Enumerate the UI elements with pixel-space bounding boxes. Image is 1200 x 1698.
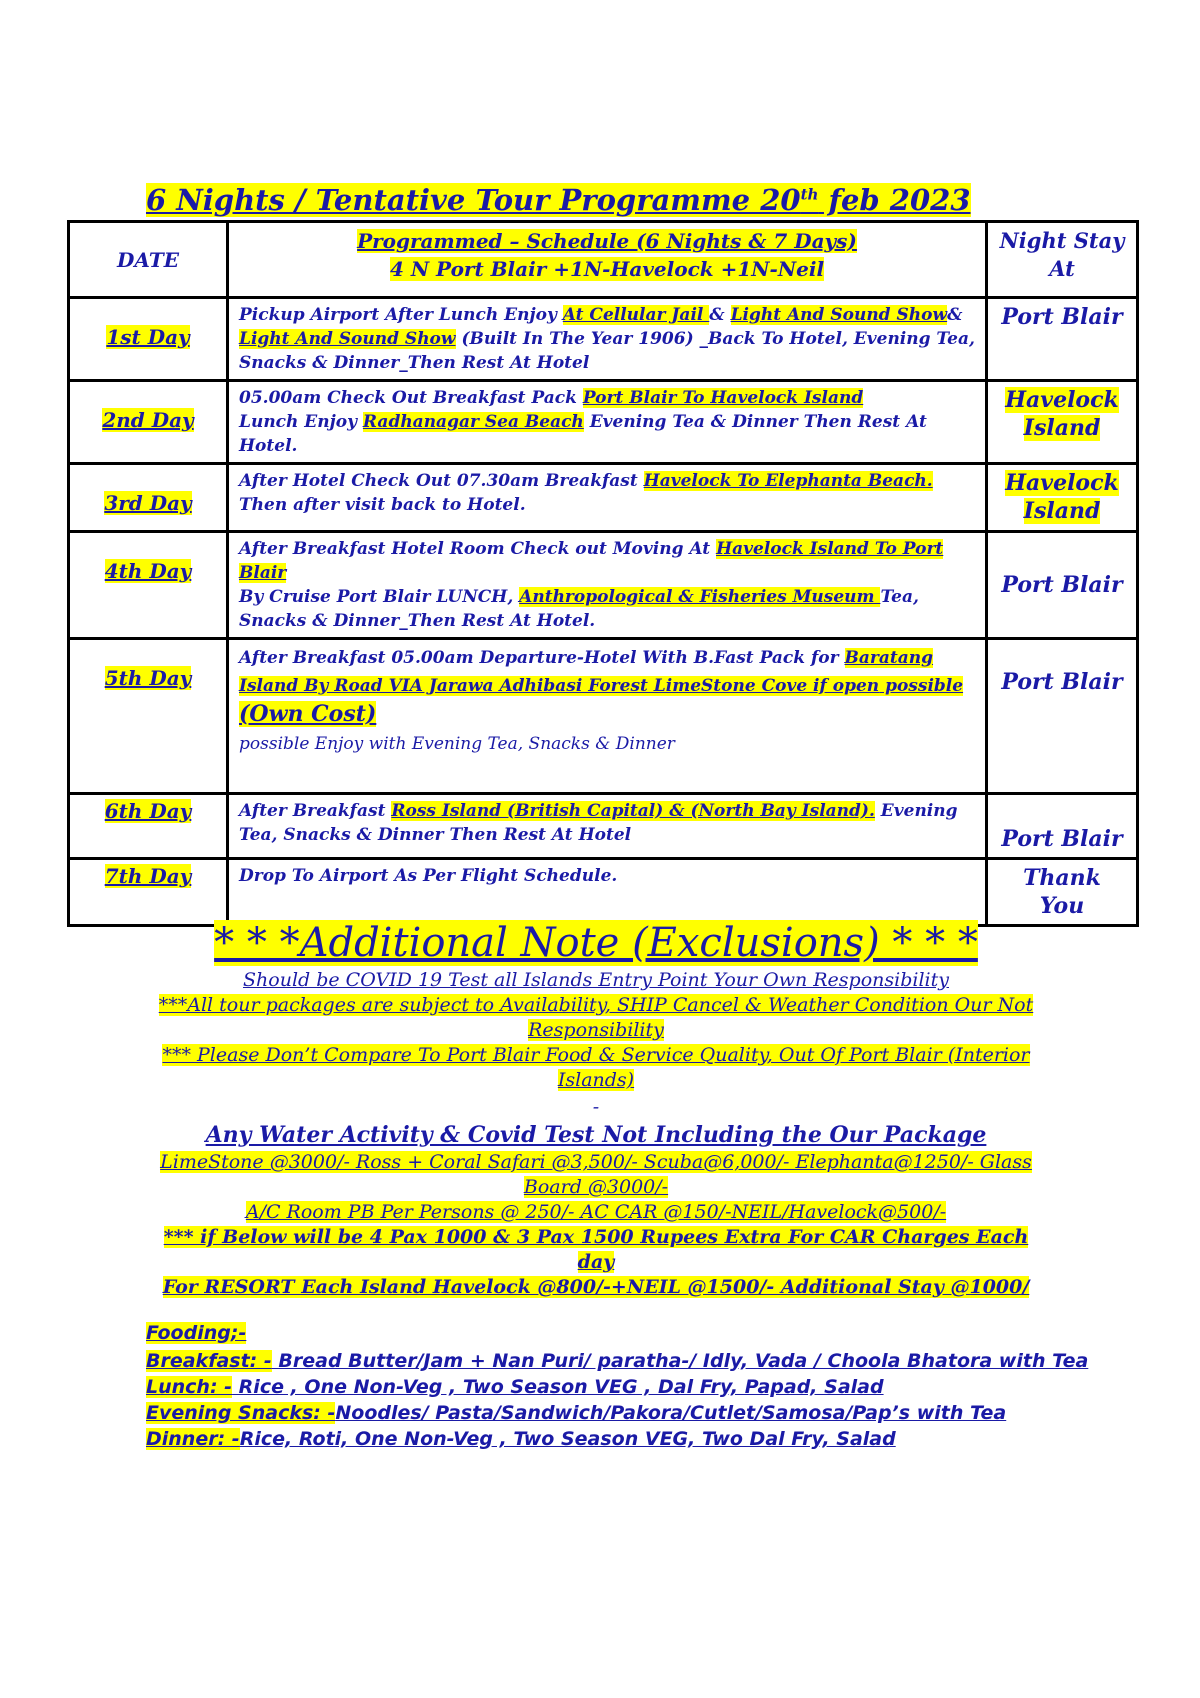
exclusions-heading: * * *Additional Note (Exclusions) * * * xyxy=(214,920,978,966)
table-header-row xyxy=(69,222,1138,298)
programme-cell: After Breakfast Ross Island (British Capital) & (North Bay Island). Evening Tea, Snacks & Dinner Then Rest At Hotel xyxy=(228,794,987,859)
stay-cell: Havelock Island xyxy=(987,464,1138,532)
water-line: LimeStone @3000/- Ross + Coral Safari @3,500/- Scuba@6,000/- Elephanta@1250/- Glass Board @3000/- xyxy=(160,1151,1032,1198)
header-night-stay: Night Stay At xyxy=(987,222,1138,298)
table-row xyxy=(69,532,1138,639)
stay-cell: Port Blair xyxy=(987,639,1138,794)
water-activity-heading: Any Water Activity & Covid Test Not Including the Our Package xyxy=(205,1122,987,1148)
day-cell: 3rd Day xyxy=(69,464,228,532)
food-dinner: Dinner: -Rice, Roti, One Non-Veg , Two Season VEG, Two Dal Fry, Salad xyxy=(146,1428,896,1450)
tour-schedule-table xyxy=(67,220,1139,927)
exclusions-section xyxy=(146,920,1046,1300)
title-text: 6 Nights / Tentative Tour Programme 20 xyxy=(146,183,801,217)
food-evening-snacks: Evening Snacks: -Noodles/ Pasta/Sandwich/Pakora/Cutlet/Samosa/Pap’s with Tea xyxy=(146,1402,1007,1424)
table-row xyxy=(69,381,1138,464)
day-cell: 6th Day xyxy=(69,794,228,859)
note-line: Should be COVID 19 Test all Islands Entry Point Your Own Responsibility xyxy=(243,969,949,991)
table-row xyxy=(69,794,1138,859)
day-cell: 7th Day xyxy=(69,859,228,926)
table-row xyxy=(69,298,1138,381)
title-text-end: feb 2023 xyxy=(818,183,971,217)
table-row xyxy=(69,639,1138,794)
programme-cell: 05.00am Check Out Breakfast Pack Port Blair To Havelock Island Lunch Enjoy Radhanagar Sea Beach Evening Tea & Dinner Then Rest At Hotel. xyxy=(228,381,987,464)
page-title xyxy=(146,183,971,217)
programme-cell: After Breakfast Hotel Room Check out Moving At Havelock Island To Port Blair By Cruise Port Blair LUNCH, Anthropological & Fisheries Museum Tea, Snacks & Dinner_Then Rest At Hotel. xyxy=(228,532,987,639)
day-cell: 2nd Day xyxy=(69,381,228,464)
programme-cell: Drop To Airport As Per Flight Schedule. xyxy=(228,859,987,926)
stay-cell: Port Blair xyxy=(987,532,1138,639)
stay-cell: Port Blair xyxy=(987,794,1138,859)
header-date: DATE xyxy=(69,222,228,298)
note-line: ***All tour packages are subject to Availability, SHIP Cancel & Weather Condition Our Not Responsibility xyxy=(158,994,1034,1041)
day-cell: 5th Day xyxy=(69,639,228,794)
note-line: *** Please Don’t Compare To Port Blair Food & Service Quality, Out Of Port Blair (Interior Islands) xyxy=(162,1044,1030,1091)
title-superscript: th xyxy=(800,185,819,204)
food-breakfast: Breakfast: - Bread Butter/Jam + Nan Puri/ paratha-/ Idly, Vada / Choola Bhatora with Tea xyxy=(146,1350,1089,1372)
stay-cell: Port Blair xyxy=(987,298,1138,381)
header-programme-line2: 4 N Port Blair +1N-Havelock +1N-Neil xyxy=(389,257,825,281)
water-line: A/C Room PB Per Persons @ 250/- AC CAR @150/-NEIL/Havelock@500/- xyxy=(245,1201,947,1223)
header-programme-line1: Programmed – Schedule (6 Nights & 7 Days) xyxy=(357,229,857,253)
stay-cell: Thank You xyxy=(987,859,1138,926)
day-cell: 1st Day xyxy=(69,298,228,381)
water-line: For RESORT Each Island Havelock @800/-+NEIL @1500/- Additional Stay @1000/ xyxy=(162,1276,1030,1298)
table-row xyxy=(69,859,1138,926)
water-line: *** if Below will be 4 Pax 1000 & 3 Pax 1500 Rupees Extra For CAR Charges Each day xyxy=(163,1226,1029,1273)
header-programme xyxy=(228,222,987,298)
stay-cell: Havelock Island xyxy=(987,381,1138,464)
day-cell: 4th Day xyxy=(69,532,228,639)
programme-cell: After Breakfast 05.00am Departure-Hotel With B.Fast Pack for Baratang Island By Road VIA Jarawa Adhibasi Forest LimeStone Cove if open possible (Own Cost) possible Enjoy with Evening Tea, Snacks & Dinner xyxy=(228,639,987,794)
food-lunch: Lunch: - Rice , One Non-Veg , Two Season VEG , Dal Fry, Papad, Salad xyxy=(146,1376,884,1398)
note-dash: - xyxy=(592,1096,600,1118)
programme-cell: Pickup Airport After Lunch Enjoy At Cellular Jail & Light And Sound Show& Light And Sound Show (Built In The Year 1906) _Back To Hotel, Evening Tea, Snacks & Dinner_Then Rest At Hotel xyxy=(228,298,987,381)
fooding-heading: Fooding;- xyxy=(146,1322,247,1344)
fooding-section xyxy=(146,1320,1088,1452)
programme-cell: After Hotel Check Out 07.30am Breakfast Havelock To Elephanta Beach. Then after visit back to Hotel. xyxy=(228,464,987,532)
table-row xyxy=(69,464,1138,532)
